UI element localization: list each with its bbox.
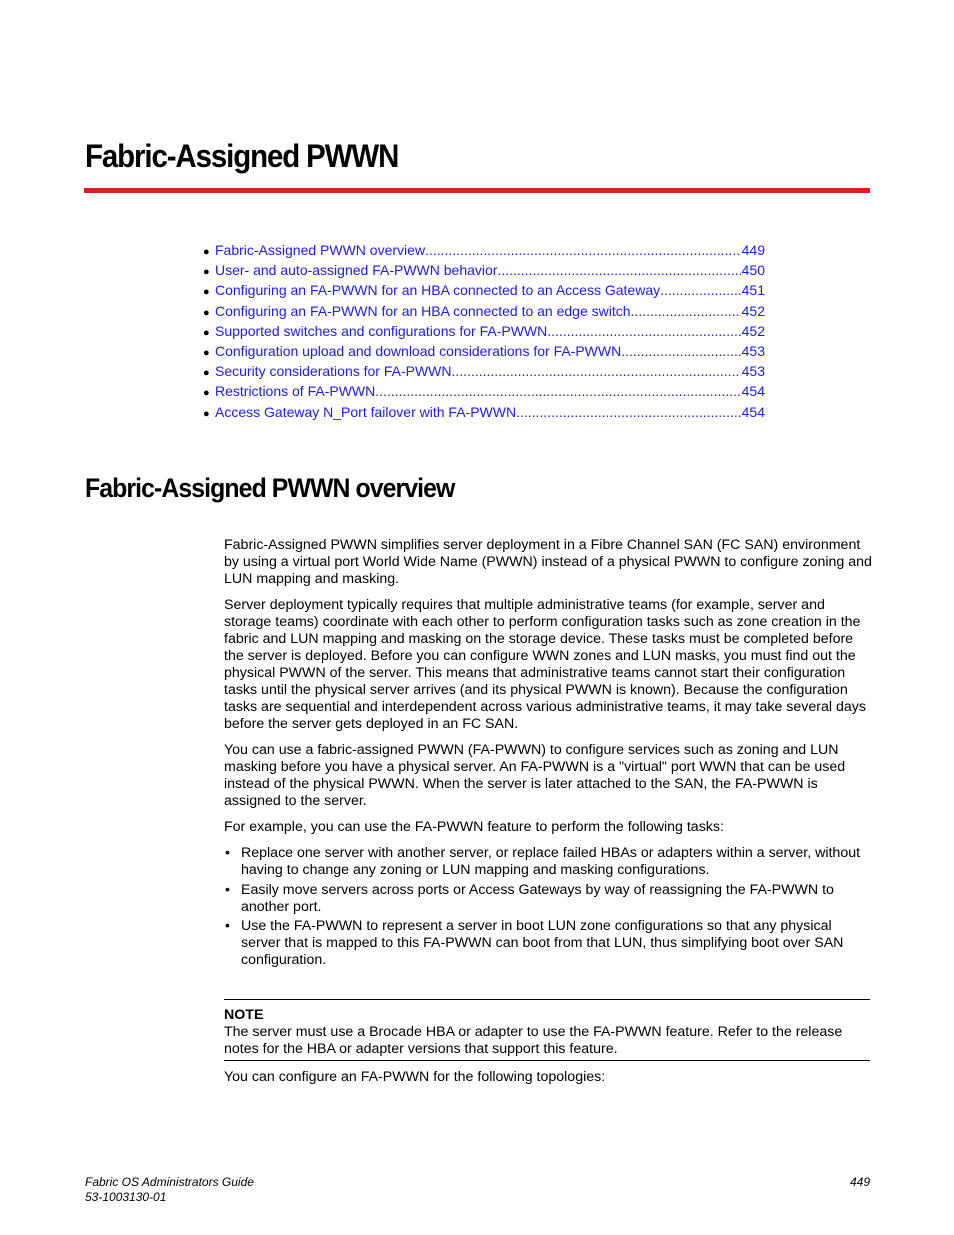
list-item [224, 845, 872, 879]
list-item-text: Use the FA-PWWN to represent a server in boot LUN zone configurations so that any physical server that is mapped to this FA-PWWN can boot from that LUN, thus simplifying boot over SAN configuration. [241, 918, 844, 968]
list-item [224, 882, 872, 916]
list-item-text: Replace one server with another server, or replace failed HBAs or adapters within a server, without having to change any zoning or LUN mapping and masking configurations. [241, 845, 861, 878]
bullet-glyph: • [225, 845, 230, 861]
list-item-text: Easily move servers across ports or Access Gateways by way of reassigning the FA-PWWN to another port. [241, 881, 834, 915]
toc-entry-title: Fabric-Assigned PWWN overview [215, 242, 426, 258]
toc-page-number: 449 [741, 242, 765, 258]
footer-guide-title: Fabric OS Administrators Guide [85, 1175, 254, 1189]
toc-entry-title: Supported switches and configurations for FA-PWWN [215, 322, 548, 339]
toc-entry [203, 381, 765, 401]
toc-page-number: 453 [741, 342, 765, 359]
bullet-glyph: • [225, 881, 230, 898]
section-title: Fabric-Assigned PWWN overview [85, 473, 455, 503]
toc-entry-title: User- and auto-assigned FA-PWWN behavior [215, 262, 498, 279]
toc-link[interactable] [215, 280, 765, 300]
toc-page-number: 454 [741, 383, 765, 400]
toc-entry [203, 280, 765, 300]
paragraph: Fabric-Assigned PWWN simplifies server deployment in a Fibre Channel SAN (FC SAN) environment by using a virtual port World Wide Name (PWWN) instead of a physical PWWN to configure zoning and LUN mapping and masking. [224, 537, 872, 587]
toc-entry-title: Access Gateway N_Port failover with FA-PWWN [215, 403, 517, 420]
bullet-glyph: • [225, 918, 230, 934]
toc-bullet: ● [203, 266, 210, 279]
toc-page-number: 451 [741, 282, 765, 299]
toc-bullet: ● [203, 387, 210, 400]
toc-link[interactable] [215, 321, 765, 341]
toc-bullet: ● [203, 306, 210, 319]
toc-leader-dots [375, 381, 740, 401]
toc-entry-title: Configuring an FA-PWWN for an HBA connected to an edge switch [215, 302, 631, 319]
toc-entry [203, 260, 765, 280]
toc-leader-dots [425, 240, 741, 260]
footer-doc-number: 53-1003130-01 [85, 1190, 167, 1204]
toc-bullet: ● [203, 346, 210, 359]
toc-leader-dots [497, 260, 740, 280]
toc-leader-dots [660, 280, 741, 300]
task-list [224, 845, 872, 969]
toc-link[interactable] [215, 240, 765, 260]
toc-bullet: ● [203, 286, 210, 299]
section-body [224, 537, 872, 972]
list-item [224, 918, 872, 969]
toc-entry [203, 341, 765, 361]
toc-entry-title: Configuring an FA-PWWN for an HBA connected to an Access Gateway [215, 282, 661, 299]
footer-page-number: 449 [849, 1175, 870, 1189]
toc-link[interactable] [215, 260, 765, 280]
note-text: The server must use a Brocade HBA or adapter to use the FA-PWWN feature. Refer to the release notes for the HBA or adapter versions that support this feature. [224, 1024, 843, 1057]
toc-entry-title: Configuration upload and download considerations for FA-PWWN [215, 342, 622, 359]
toc-leader-dots [621, 341, 740, 361]
toc-page-number: 454 [741, 403, 765, 420]
paragraph: You can use a fabric-assigned PWWN (FA-PWWN) to configure services such as zoning and LUN masking before you have a physical server. An FA-PWWN is a "virtual" port WWN that can be used instead of the physical PWWN. When the server is later attached to the SAN, the FA-PWWN is assigned to the server. [224, 742, 846, 809]
chapter-toc [203, 240, 765, 422]
toc-bullet: ● [203, 407, 210, 420]
toc-link[interactable] [215, 361, 765, 381]
toc-page-number: 452 [741, 302, 765, 319]
toc-page-number: 453 [741, 363, 765, 380]
toc-page-number: 452 [741, 322, 765, 339]
toc-bullet: ● [203, 367, 210, 380]
toc-leader-dots [547, 321, 740, 341]
chapter-title: Fabric-Assigned PWWN [85, 138, 399, 174]
toc-page-number: 450 [741, 262, 765, 279]
toc-leader-dots [452, 361, 741, 381]
topologies-intro: You can configure an FA-PWWN for the following topologies: [224, 1069, 606, 1085]
toc-entry [203, 301, 765, 321]
toc-link[interactable] [215, 402, 765, 422]
page-footer [85, 1175, 870, 1205]
toc-entry [203, 321, 765, 341]
paragraph: For example, you can use the FA-PWWN feature to perform the following tasks: [224, 819, 724, 835]
toc-entry-title: Security considerations for FA-PWWN [215, 363, 452, 380]
toc-link[interactable] [215, 341, 765, 361]
toc-link[interactable] [215, 301, 765, 321]
note-box [224, 999, 870, 1061]
chapter-title-rule [84, 188, 870, 193]
toc-entry [203, 361, 765, 381]
note-label: NOTE [224, 1007, 264, 1023]
toc-leader-dots [631, 301, 741, 321]
toc-entry [203, 402, 765, 422]
toc-link[interactable] [215, 381, 765, 401]
toc-bullet: ● [203, 246, 210, 258]
toc-entry [203, 240, 765, 260]
toc-leader-dots [516, 402, 741, 422]
toc-entry-title: Restrictions of FA-PWWN [215, 383, 376, 400]
toc-bullet: ● [203, 326, 210, 339]
paragraph: Server deployment typically requires that multiple administrative teams (for example, server and storage teams) coordinate with each other to perform configuration tasks such as zone creation in the fabric and LUN mapping and masking on the storage device. These tasks must be completed before the server is deployed. Before you can configure WWN zones and LUN masks, you must find out the physical PWWN of the server. This means that administrative teams cannot start their configuration tasks until the physical server arrives (and its physical PWWN is known). Because the configuration tasks are sequential and interdependent across various administrative teams, it may take several days before the server gets deployed in an FC SAN. [224, 597, 866, 732]
